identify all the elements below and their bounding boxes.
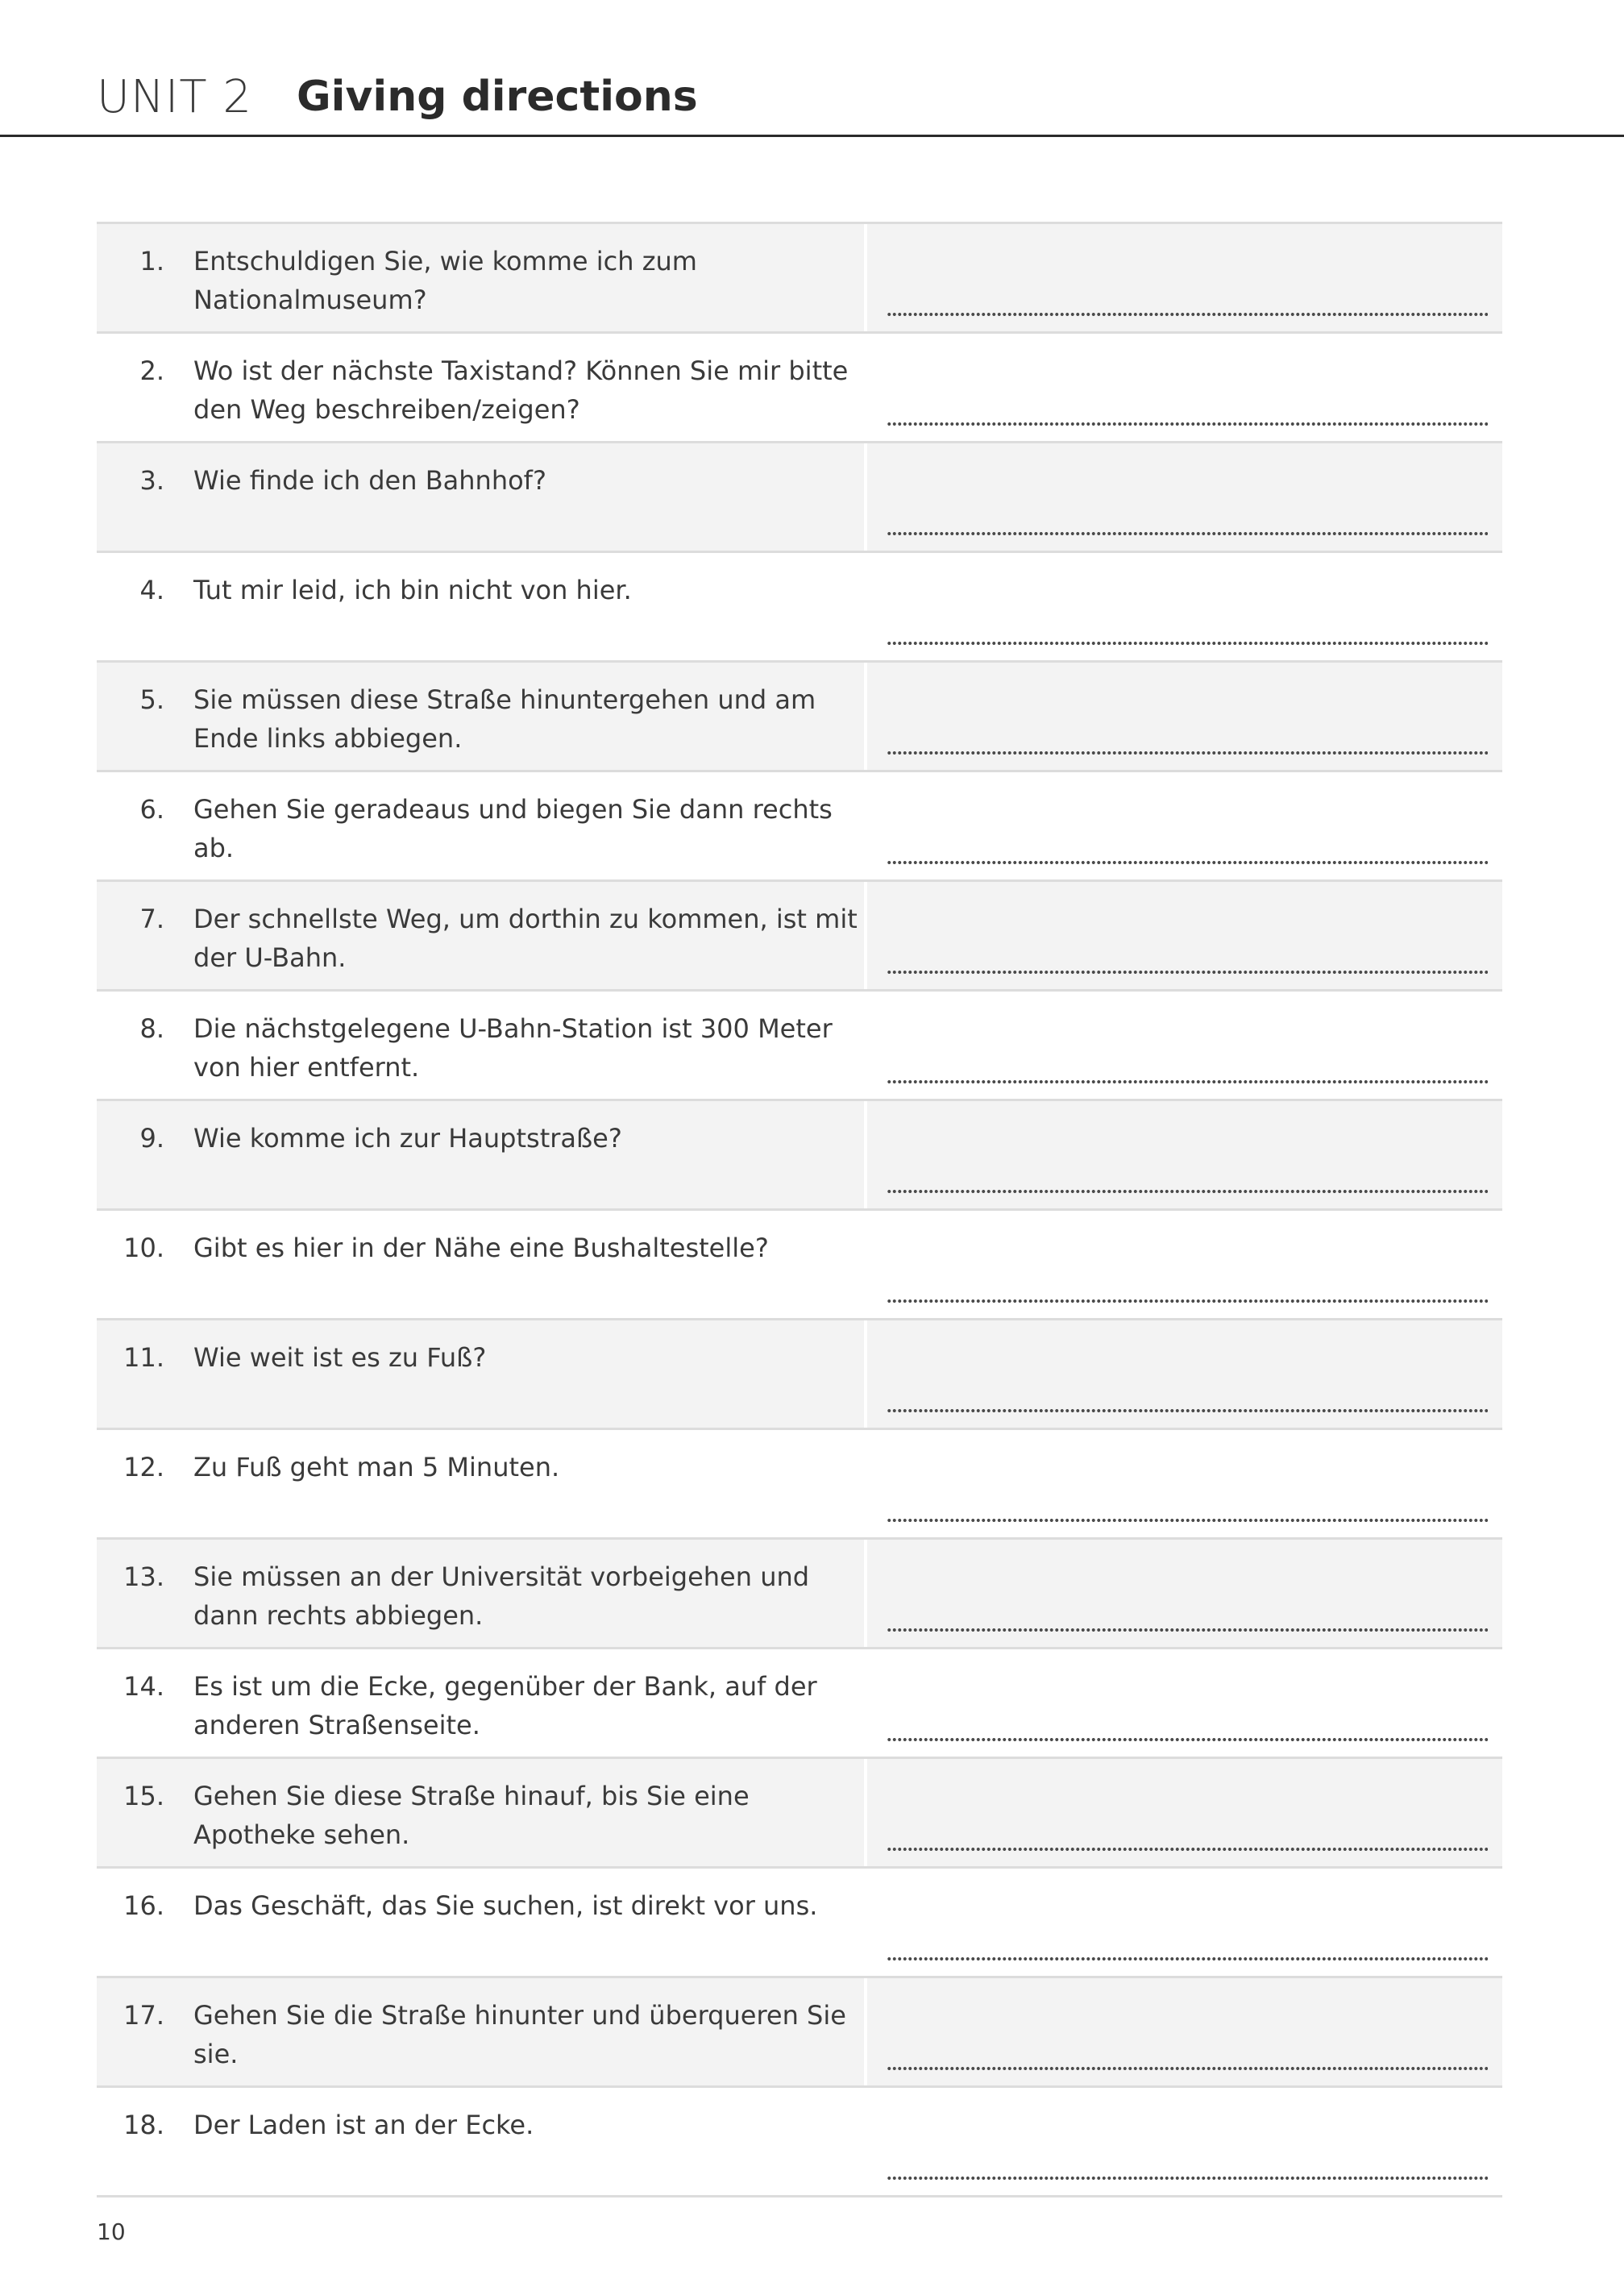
row-number: 4. (139, 575, 164, 605)
row-number: 10. (123, 1233, 164, 1263)
answer-dotted-line[interactable] (887, 1189, 1488, 1194)
answer-cell[interactable] (867, 1978, 1502, 2085)
row-number: 14. (123, 1671, 164, 1702)
row-text: Der schnellste Weg, um dorthin zu kommen, ist mit der U-Bahn. (193, 904, 858, 973)
unit-label: UNIT 2 (97, 71, 253, 123)
answer-cell[interactable] (867, 1211, 1502, 1318)
answer-cell[interactable] (867, 1649, 1502, 1757)
row-text: Gehen Sie diese Straße hinauf, bis Sie eine Apotheke sehen. (193, 1781, 750, 1850)
question-cell (97, 1211, 864, 1318)
answer-cell[interactable] (867, 1101, 1502, 1208)
answer-cell[interactable] (867, 1869, 1502, 1976)
question-cell (97, 663, 864, 770)
row-number: 1. (139, 246, 164, 276)
answer-dotted-line[interactable] (887, 860, 1488, 865)
answer-dotted-line[interactable] (887, 422, 1488, 426)
question-cell (97, 1869, 864, 1976)
row-text: Gibt es hier in der Nähe eine Bushaltestelle? (193, 1233, 769, 1263)
table-row (97, 989, 1502, 1099)
table-row (97, 2085, 1502, 2197)
row-text: Das Geschäft, das Sie suchen, ist direkt vor uns. (193, 1890, 818, 1921)
question-cell (97, 334, 864, 441)
table-row (97, 1757, 1502, 1866)
row-number: 13. (123, 1561, 164, 1592)
answer-dotted-line[interactable] (887, 1847, 1488, 1852)
table-row (97, 441, 1502, 551)
row-number: 17. (123, 2000, 164, 2031)
question-cell (97, 553, 864, 660)
answer-cell[interactable] (867, 663, 1502, 770)
row-number: 11. (123, 1342, 164, 1373)
page-header (0, 0, 1624, 137)
answer-cell[interactable] (867, 1320, 1502, 1428)
question-cell (97, 1978, 864, 2085)
row-number: 7. (139, 904, 164, 934)
question-cell (97, 1759, 864, 1866)
row-number: 15. (123, 1781, 164, 1811)
answer-cell[interactable] (867, 772, 1502, 879)
row-text: Es ist um die Ecke, gegenüber der Bank, auf der anderen Straßenseite. (193, 1671, 817, 1740)
answer-dotted-line[interactable] (887, 312, 1488, 317)
answer-cell[interactable] (867, 1759, 1502, 1866)
question-cell (97, 2088, 864, 2195)
answer-cell[interactable] (867, 224, 1502, 331)
answer-dotted-line[interactable] (887, 1079, 1488, 1084)
answer-dotted-line[interactable] (887, 1408, 1488, 1413)
table-row (97, 660, 1502, 770)
row-text: Sie müssen an der Universität vorbeigehen und dann rechts abbiegen. (193, 1561, 810, 1631)
question-cell (97, 1540, 864, 1647)
table-row (97, 1318, 1502, 1428)
translation-table (97, 222, 1502, 2197)
table-row (97, 1976, 1502, 2085)
row-number: 12. (123, 1452, 164, 1482)
row-number: 2. (139, 356, 164, 386)
row-number: 16. (123, 1890, 164, 1921)
table-row (97, 1537, 1502, 1647)
table-row (97, 1099, 1502, 1208)
question-cell (97, 882, 864, 989)
answer-cell[interactable] (867, 1430, 1502, 1537)
question-cell (97, 1430, 864, 1537)
row-text: Gehen Sie die Straße hinunter und überqueren Sie sie. (193, 2000, 846, 2069)
answer-cell[interactable] (867, 334, 1502, 441)
table-row (97, 770, 1502, 879)
answer-dotted-line[interactable] (887, 970, 1488, 975)
answer-cell[interactable] (867, 443, 1502, 551)
row-text: Die nächstgelegene U-Bahn-Station ist 300 Meter von hier entfernt. (193, 1013, 833, 1083)
table-row (97, 551, 1502, 660)
answer-dotted-line[interactable] (887, 1956, 1488, 1961)
row-number: 3. (139, 465, 164, 496)
answer-dotted-line[interactable] (887, 531, 1488, 536)
answer-cell[interactable] (867, 882, 1502, 989)
table-row (97, 331, 1502, 441)
answer-dotted-line[interactable] (887, 2176, 1488, 2181)
table-row (97, 222, 1502, 331)
row-number: 8. (139, 1013, 164, 1044)
row-text: Wie finde ich den Bahnhof? (193, 465, 546, 496)
row-number: 6. (139, 794, 164, 825)
row-text: Gehen Sie geradeaus und biegen Sie dann rechts ab. (193, 794, 833, 863)
answer-dotted-line[interactable] (887, 641, 1488, 646)
row-text: Wie weit ist es zu Fuß? (193, 1342, 487, 1373)
row-number: 5. (139, 684, 164, 715)
table-row (97, 879, 1502, 989)
question-cell (97, 1320, 864, 1428)
row-number: 18. (123, 2110, 164, 2140)
answer-cell[interactable] (867, 992, 1502, 1099)
row-text: Wo ist der nächste Taxistand? Können Sie mir bitte den Weg beschreiben/zeigen? (193, 356, 849, 425)
page-title: Giving directions (297, 73, 698, 121)
answer-cell[interactable] (867, 1540, 1502, 1647)
question-cell (97, 224, 864, 331)
answer-dotted-line[interactable] (887, 2066, 1488, 2071)
question-cell (97, 1649, 864, 1757)
row-text: Zu Fuß geht man 5 Minuten. (193, 1452, 560, 1482)
page-number: 10 (97, 2218, 126, 2245)
row-text: Der Laden ist an der Ecke. (193, 2110, 534, 2140)
row-number: 9. (139, 1123, 164, 1154)
answer-dotted-line[interactable] (887, 1628, 1488, 1632)
question-cell (97, 443, 864, 551)
answer-cell[interactable] (867, 553, 1502, 660)
question-cell (97, 1101, 864, 1208)
question-cell (97, 772, 864, 879)
question-cell (97, 992, 864, 1099)
row-text: Wie komme ich zur Hauptstraße? (193, 1123, 622, 1154)
row-text: Tut mir leid, ich bin nicht von hier. (193, 575, 632, 605)
answer-dotted-line[interactable] (887, 1299, 1488, 1304)
table-row (97, 1866, 1502, 1976)
answer-dotted-line[interactable] (887, 1737, 1488, 1742)
row-text: Entschuldigen Sie, wie komme ich zum Nationalmuseum? (193, 246, 697, 315)
row-text: Sie müssen diese Straße hinuntergehen und am Ende links abbiegen. (193, 684, 816, 754)
table-row (97, 1647, 1502, 1757)
answer-dotted-line[interactable] (887, 750, 1488, 755)
table-row (97, 1428, 1502, 1537)
answer-dotted-line[interactable] (887, 1518, 1488, 1523)
table-row (97, 1208, 1502, 1318)
answer-cell[interactable] (867, 2088, 1502, 2195)
